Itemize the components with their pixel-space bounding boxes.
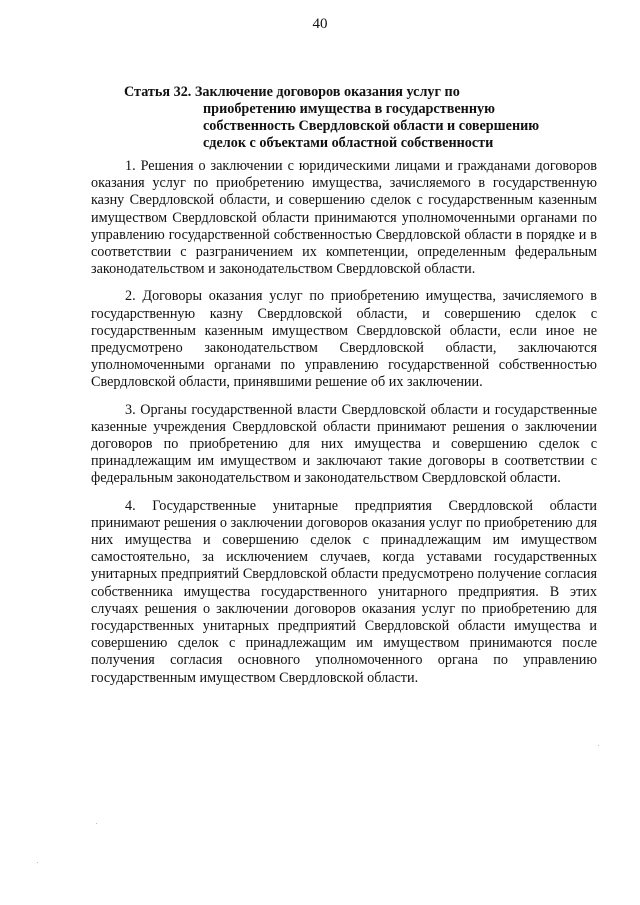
page-number: 40 <box>312 16 328 32</box>
paragraph-4: 4. Государственные унитарные предприятия Свердловской области принимают решения о заключении договоров оказания услуг по приобретению для них имущества и совершению сделок с принадлежащим им имуществом самостоятельно, за исключением случаев, когда уставами государственных унитарных предприятий Свердловской области предусмотрено получение согласия собственника имущества государственного унитарного предприятия. В этих случаях решения о заключении договоров оказания услуг по приобретению для государственных унитарных предприятий Свердловской области имущества и совершению сделок с принадлежащим им имуществом принимаются после получения согласия основного уполномоченного органа по управлению государственным имуществом Свердловской области. <box>91 497 597 686</box>
scan-speck <box>96 823 97 824</box>
paragraph-3: 3. Органы государственной власти Свердловской области и государственные казенные учреждения Свердловской области принимают решения о заключении договоров по приобретению для них имущества и совершению сделок с принадлежащим им имуществом и заключают такие договоры в соответствии с федеральным законодательством и законодательством Свердловской области. <box>91 401 597 487</box>
paragraph-2: 2. Договоры оказания услуг по приобретению имущества, зачисляемого в государственную казну Свердловской области, и совершению сделок с государственным казенным имуществом Свердловской области, если иное не предусмотрено законодательством Свердловской области, заключаются уполномоченными органами по управлению государственной собственностью Свердловской области, принявшими решение об их заключении. <box>91 288 597 391</box>
article-title-line: собственность Свердловской области и совершению <box>203 118 540 134</box>
scan-speck <box>37 862 38 863</box>
article-title-line: приобретению имущества в государственную <box>203 101 495 117</box>
article-title-line: сделок с объектами областной собственности <box>203 135 494 151</box>
article-title <box>124 84 594 152</box>
scan-speck <box>598 745 599 746</box>
article-body <box>91 158 597 697</box>
article-title-line: Статья 32. Заключение договоров оказания услуг по <box>124 84 460 100</box>
paragraph-1: 1. Решения о заключении с юридическими лицами и гражданами договоров оказания услуг по приобретению имущества, зачисляемого в государственную казну Свердловской области, и совершению сделок с государственным казенным имуществом Свердловской области принимаются уполномоченными органами по управлению государственной собственностью Свердловской области в порядке и в соответствии с разграничением их компетенции, определенным федеральным законодательством и законодательством Свердловской области. <box>91 158 597 278</box>
